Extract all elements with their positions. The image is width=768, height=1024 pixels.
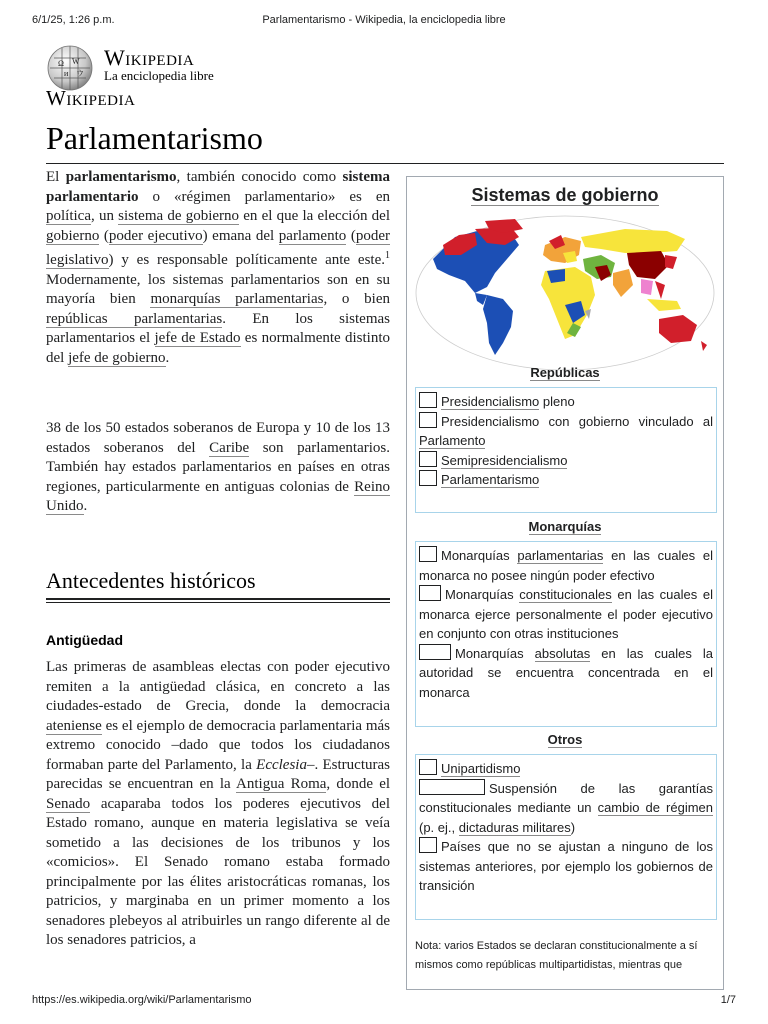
text-run: , también conocido como: [176, 169, 343, 185]
legend-swatch-icon: [419, 546, 437, 562]
wiki-link[interactable]: parlamentarias: [517, 548, 604, 563]
wiki-link[interactable]: poder ejecutivo: [108, 227, 203, 244]
wiki-link[interactable]: poder legislativo: [46, 227, 390, 268]
text-run: . En los sistemas parlamentarios el: [46, 310, 390, 346]
legend-item: [419, 759, 713, 779]
wiki-link[interactable]: absolutas: [534, 645, 591, 661]
bold-term: sistema parlamentario: [46, 169, 390, 205]
text-run: 38 de los 50 estados soberanos de Europa y 10 de los 13 estados soberanos del: [46, 420, 390, 456]
text-run: Modernamente, los sistemas parlamentarios son en su mayoría bien: [46, 271, 390, 307]
section-heading-antecedentes: Antecedentes históricos: [46, 568, 256, 593]
text-run: son parlamentarios. También hay estados parlamentarios en países en otras regiones, particularmente en antiguas colonias de: [46, 439, 391, 495]
legend-swatch-icon: [419, 412, 437, 428]
wiki-link[interactable]: Parlamento: [419, 433, 486, 448]
section-divider-thin: [46, 602, 390, 603]
wiki-link[interactable]: gobierno: [46, 227, 100, 244]
text-run: , un: [91, 208, 119, 224]
infobox-section-republicas[interactable]: Repúblicas: [530, 365, 600, 380]
footnote-ref[interactable]: 1: [385, 250, 390, 261]
legend-item: [419, 392, 713, 412]
wiki-link[interactable]: Caribe: [209, 439, 250, 456]
wiki-link[interactable]: Antigua Roma: [236, 776, 327, 792]
wikipedia-globe-icon[interactable]: [46, 44, 94, 92]
infobox-note: Nota: varios Estados se declaran constitucionalmente a sí mismos como repúblicas multipartidistas, mientras que: [415, 940, 698, 971]
legend-swatch-icon: [419, 837, 437, 853]
wiki-link[interactable]: parlamento: [278, 227, 347, 244]
legend-swatch-icon: [419, 759, 437, 775]
text-run: , o bien: [323, 291, 390, 307]
wiki-link[interactable]: constitucionales: [519, 587, 612, 602]
text-run: ): [570, 819, 576, 835]
text-run: o «régimen parlamentario» es en: [138, 188, 390, 205]
wiki-link[interactable]: Unipartidismo: [441, 761, 521, 776]
wiki-link[interactable]: jefe de Estado: [154, 330, 241, 346]
world-map-government-systems[interactable]: [415, 215, 715, 371]
legend-swatch-icon: [419, 451, 437, 467]
text-run: pleno: [539, 394, 575, 409]
print-footer: [32, 994, 736, 1010]
text-run: en las cuales el monarca ejerce personalmente el poder ejecutivo en conjunto con otras instituciones: [419, 587, 713, 641]
wiki-link[interactable]: Senado: [46, 795, 91, 812]
title-divider: [46, 163, 724, 164]
print-url: https://es.wikipedia.org/wiki/Parlamentarismo: [32, 994, 252, 1006]
legend-swatch-icon: [419, 585, 441, 601]
text-run: Suspensión de las garantías constitucionales mediante un: [419, 780, 713, 815]
italic-term: Ecclesia: [256, 756, 307, 773]
text-run: (: [346, 227, 356, 244]
text-run: –. Estructuras parecidas se encuentran en la: [46, 756, 390, 792]
print-doc-title: Parlamentarismo - Wikipedia, la enciclopedia libre: [262, 14, 506, 26]
text-run: en el que la elección del: [239, 208, 390, 224]
text-run: Monarquías: [445, 587, 520, 602]
legend-item: [419, 837, 713, 896]
svg-text:Ω: Ω: [58, 59, 64, 68]
legend-republicas: [415, 387, 717, 513]
text-run: .: [165, 349, 170, 366]
infobox-title[interactable]: Sistemas de gobierno: [471, 185, 659, 205]
wiki-link[interactable]: ateniense: [46, 717, 102, 734]
text-run: acaparaba todos los poderes ejecutivos del Estado romano, aunque en materia legislativa se veía sometido a las decisiones de los tribunos y los «comicios». El Senado romano estaba formado principalmente por las élites aristocráticas romanas, los patricios, y marginaba en un primer momento a los senadores plebeyos al atribuirles un rango diferente al de los senadores patricios, a: [46, 795, 390, 948]
wiki-link[interactable]: cambio de régimen: [597, 800, 713, 815]
text-run: (p. ej.,: [419, 819, 459, 835]
text-run: en las cuales la autoridad se encuentra concentrada en el monarca: [419, 645, 713, 700]
text-run: ) emana del: [202, 227, 279, 244]
wiki-link[interactable]: sistema de gobierno: [118, 208, 240, 224]
wiki-link[interactable]: Semipresidencialismo: [441, 452, 568, 468]
wiki-link[interactable]: Reino Unido: [46, 478, 390, 514]
antiguedad-paragraph: [46, 658, 390, 951]
legend-item: [419, 546, 713, 585]
legend-otros: [415, 754, 717, 920]
wiki-link[interactable]: monarquías parlamentarias: [150, 291, 324, 307]
legend-item: [419, 779, 713, 838]
wikipedia-tagline: La enciclopedia libre: [104, 68, 214, 83]
legend-monarquias: [415, 541, 717, 727]
text-run: Países que no se ajustan a ninguno de los sistemas anteriores, por ejemplo los gobiernos de transición: [419, 839, 713, 893]
wiki-link[interactable]: dictaduras militares: [458, 819, 571, 835]
wiki-link[interactable]: política: [46, 208, 91, 224]
text-run: Las primeras de asambleas electas con poder ejecutivo remiten a la antigüedad clásica, en concreto a las ciudades-estado de Grecia, donde la democracia: [46, 659, 390, 714]
wikipedia-wordmark[interactable]: Wikipedia: [104, 45, 195, 70]
infobox-government-systems: [406, 176, 724, 990]
wiki-link[interactable]: Presidencialismo: [441, 394, 540, 409]
text-run: ) y es responsable políticamente ante este.: [108, 252, 385, 268]
print-page-number: 1/7: [720, 994, 736, 1006]
legend-item: [419, 412, 713, 451]
legend-item: [419, 585, 713, 644]
text-run: Presidencialismo con gobierno vinculado al: [441, 413, 713, 429]
infobox-section-monarquias[interactable]: Monarquías: [528, 519, 602, 534]
wikipedia-wordmark-secondary[interactable]: Wikipedia: [46, 86, 136, 110]
legend-item: [419, 451, 713, 471]
legend-swatch-icon: [419, 779, 485, 795]
bold-term: parlamentarismo: [65, 169, 177, 185]
legend-item: [419, 644, 713, 703]
svg-text:W: W: [72, 57, 80, 66]
print-header: [32, 14, 736, 30]
legend-swatch-icon: [419, 644, 451, 660]
section-divider: [46, 598, 390, 600]
subsection-heading-antiguedad: Antigüedad: [46, 632, 123, 648]
text-run: Monarquías: [441, 548, 518, 563]
page-title: Parlamentarismo: [46, 120, 263, 156]
text-run: El: [46, 169, 66, 185]
caribbean-paragraph: [46, 419, 390, 517]
text-run: es el ejemplo de democracia parlamentaria más extremo conocido –dado que todos los ciudadanos formaban parte del Parlamento, la: [46, 717, 390, 773]
print-datetime: 6/1/25, 1:26 p.m.: [32, 14, 115, 26]
wiki-link[interactable]: repúblicas parlamentarias: [46, 310, 223, 327]
text-run: es normalmente distinto del: [46, 330, 390, 366]
wiki-link[interactable]: Parlamentarismo: [441, 472, 540, 487]
legend-item: [419, 470, 713, 490]
legend-swatch-icon: [419, 392, 437, 408]
text-run: .: [83, 498, 88, 514]
text-run: Monarquías: [455, 645, 535, 661]
text-run: , donde el: [326, 776, 391, 792]
intro-paragraph: [46, 168, 390, 368]
infobox-section-otros[interactable]: Otros: [547, 732, 583, 747]
text-run: en las cuales el monarca no posee ningún poder efectivo: [419, 548, 713, 583]
svg-text:ウ: ウ: [76, 69, 84, 78]
wiki-link[interactable]: jefe de gobierno: [68, 349, 166, 366]
legend-swatch-icon: [419, 470, 437, 486]
text-run: (: [99, 227, 109, 244]
svg-text:и: и: [64, 69, 69, 78]
